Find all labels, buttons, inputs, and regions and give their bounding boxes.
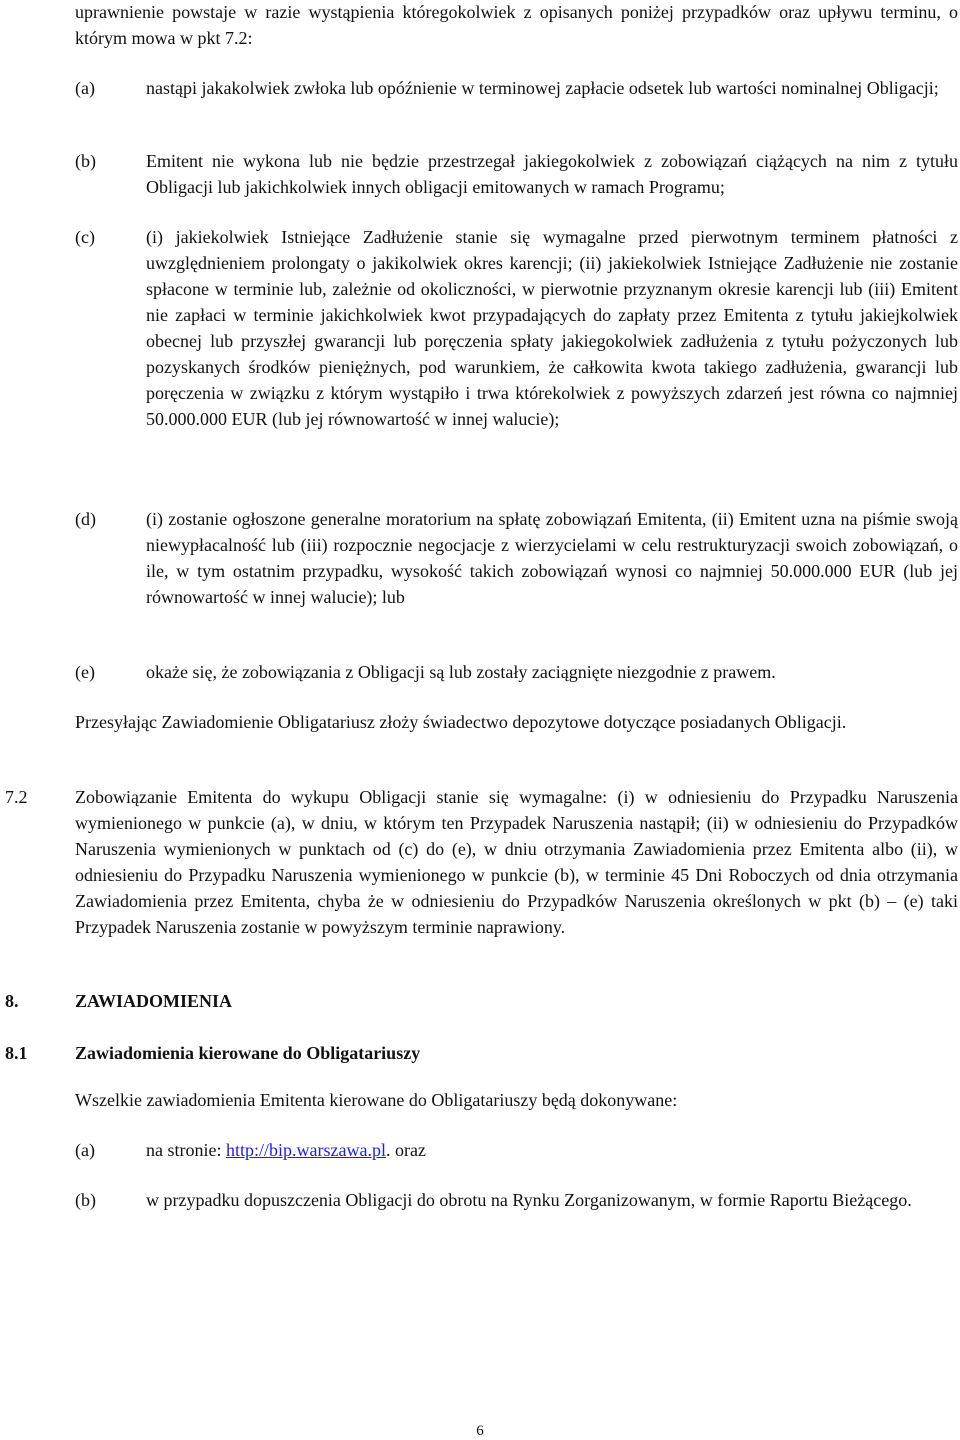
section-8-1-title: Zawiadomienia kierowane do Obligatariuszy	[75, 1043, 421, 1063]
notice-list-marker-b: (b)	[75, 1190, 96, 1210]
section-7-2-text: Zobowiązanie Emitenta do wykupu Obligacji stanie się wymagalne: (i) w odniesieniu do Przypadku Naruszenia wymienionego w punkcie (a), w dniu, w którym ten Przypadek Naruszenia nastąpił; (ii) w odniesieniu do Przypadków Naruszenia wymienionych w punktach od (c) do (e), w dniu otrzymania Zawiadomienia przez Emitenta albo (ii), w odniesieniu do Przypadku Naruszenia wymienionego w punkcie (b), w terminie 45 Dni Roboczych od dnia otrzymania Zawiadomienia przez Emitenta, chyba że w odniesieniu do Przypadków Naruszenia określonych w pkt (b) – (e) taki Przypadek Naruszenia zostanie w powyższym terminie naprawiony.	[75, 787, 958, 937]
list-item-e: okaże się, że zobowiązania z Obligacji są lub zostały zaciągnięte niezgodnie z prawem.	[146, 662, 776, 682]
section-8-1-number: 8.1	[5, 1043, 28, 1063]
list-item-c: (i) jakiekolwiek Istniejące Zadłużenie stanie się wymagalne przed pierwotnym terminem płatności z uwzględnieniem prolongaty o jakikolwiek okres karencji; (ii) jakiekolwiek Istniejące Zadłużenie nie zostanie spłacone w terminie lub, zależnie od okoliczności, w pierwotnie przyznanym okresie karencji lub (iii) Emitent nie zapłaci w terminie jakichkolwiek kwot przypadających do zapłaty przez Emitenta z tytułu jakiejkolwiek obecnej lub przyszłej gwarancji lub poręczenia spłaty jakiegokolwiek zadłużenia z tytułu pożyczonych lub pozyskanych środków pieniężnych, pod warunkiem, że całkowita kwota takiego zadłużenia, gwarancji lub poręczenia w związku z którym wystąpiło i trwa którekolwiek z powyższych zdarzeń jest równa co najmniej 50.000.000 EUR (lub jej równowartość w innej walucie);	[146, 227, 958, 429]
section-8-1-intro: Wszelkie zawiadomienia Emitenta kierowane do Obligatariuszy będą dokonywane:	[75, 1090, 678, 1110]
list-marker-a: (a)	[75, 78, 95, 98]
intro-paragraph: uprawnienie powstaje w razie wystąpienia któregokolwiek z opisanych poniżej przypadków oraz upływu terminu, o którym mowa w pkt 7.2:	[75, 2, 958, 48]
notice-list-item-a	[146, 1137, 958, 1163]
notice-item-a-suffix: . oraz	[385, 1140, 426, 1160]
page-number: 6	[476, 1423, 484, 1439]
notice-list-item-b: w przypadku dopuszczenia Obligacji do obrotu na Rynku Zorganizowanym, w formie Raportu Bieżącego.	[146, 1190, 912, 1210]
list-item-b: Emitent nie wykona lub nie będzie przestrzegał jakiegokolwiek z zobowiązań ciążących na nim z tytułu Obligacji lub jakichkolwiek innych obligacji emitowanych w ramach Programu;	[146, 151, 958, 197]
notice-item-a-prefix: na stronie:	[146, 1140, 226, 1160]
list-marker-e: (e)	[75, 662, 95, 682]
section-7-2-number: 7.2	[5, 787, 28, 807]
section-8-number: 8.	[5, 991, 19, 1011]
notice-paragraph: Przesyłając Zawiadomienie Obligatariusz złoży świadectwo depozytowe dotyczące posiadanych Obligacji.	[75, 712, 847, 732]
bip-warszawa-link[interactable]: http://bip.warszawa.pl	[225, 1140, 386, 1160]
section-8-title: ZAWIADOMIENIA	[75, 991, 233, 1011]
list-marker-d: (d)	[75, 509, 96, 529]
list-marker-c: (c)	[75, 227, 95, 247]
notice-list-marker-a: (a)	[75, 1140, 95, 1160]
list-item-a: nastąpi jakakolwiek zwłoka lub opóźnienie w terminowej zapłacie odsetek lub wartości nominalnej Obligacji;	[146, 78, 939, 98]
list-marker-b: (b)	[75, 151, 96, 171]
list-item-d: (i) zostanie ogłoszone generalne moratorium na spłatę zobowiązań Emitenta, (ii) Emitent uzna na piśmie swoją niewypłacalność lub (iii) rozpocznie negocjacje z wierzycielami w celu restrukturyzacji swoich zobowiązań, o ile, w tym ostatnim przypadku, wysokość takich zobowiązań wynosi co najmniej 50.000.000 EUR (lub jej równowartość w innej walucie); lub	[146, 509, 958, 607]
